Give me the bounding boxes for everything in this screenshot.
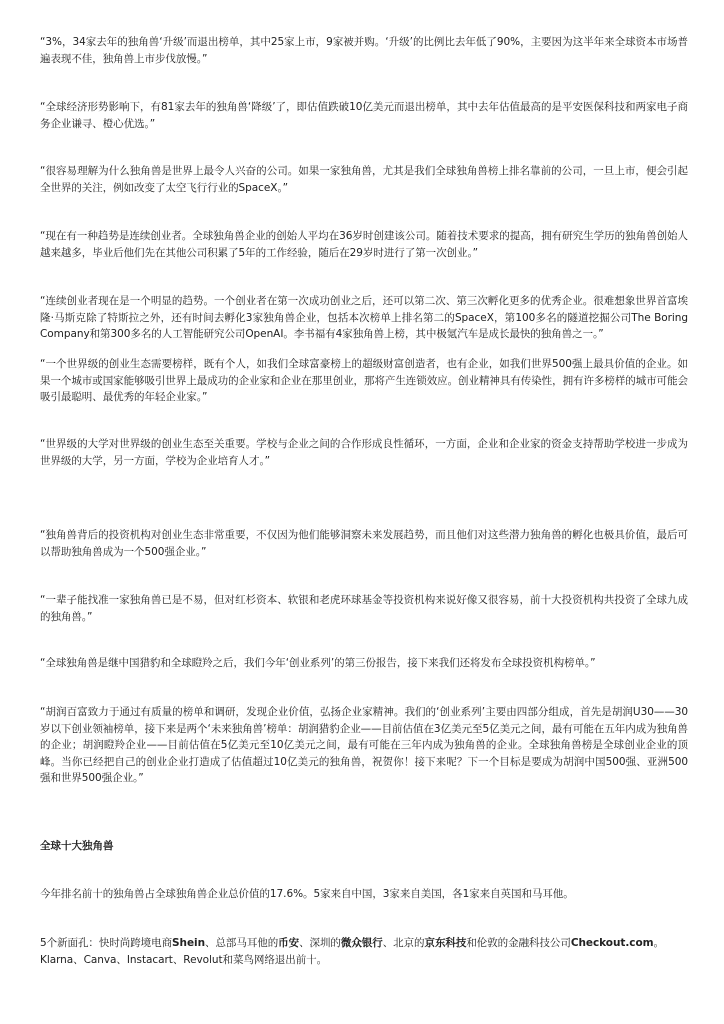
intro-paragraph: 今年排名前十的独角兽占全球独角兽企业总价值的17.6%。5家来自中国，3家来自美国，各1家来自英国和马耳他。 (40, 888, 574, 900)
quote-paragraph-11: “胡润百富致力于通过有质量的榜单和调研，发现企业价值，弘扬企业家精神。我们的‘创业系列’主要由四部分组成，首先是胡润U30——30岁以下创业领袖榜单，接下来是两个‘未来独角兽’榜单：胡润猎豹企业——目前估值在3亿美元至5亿美元之间，最有可能在五年内成为独角兽的企业；胡润瞪羚企业——目前估值在5亿美元至10亿美元之间，最有可能在三年内成为独角兽的企业。全球独角兽榜是全球创业企业的顶峰。当你已经把自己的创业企业打造成了估值超过10亿美元的独角兽，祝贺你！接下来呢？下一个目标是要成为胡润中国500强、亚洲500强和世界500强企业。” (40, 706, 688, 784)
separator-1: 、总部马耳他的 (205, 937, 279, 949)
quote-paragraph-8: “独角兽背后的投资机构对创业生态非常重要，不仅因为他们能够洞察未来发展趋势，而且他们对这些潜力独角兽的孵化也极具价值，最后可以帮助独角兽成为一个500强企业。” (40, 529, 688, 558)
quote-paragraph-3: “很容易理解为什么独角兽是世界上最令人兴奋的公司。如果一家独角兽，尤其是我们全球独角兽榜上排名靠前的公司，一旦上市，便会引起全世界的关注，例如改变了太空飞行行业的SpaceX。” (40, 165, 688, 194)
company-shein: Shein (172, 937, 206, 949)
quote-paragraph-2: “全球经济形势影响下，有81家去年的独角兽‘降级’了，即估值跌破10亿美元而退出榜单，其中去年估值最高的是平安医保科技和两家电子商务企业谦寻、橙心优选。” (40, 101, 688, 130)
quote-paragraph-10: “全球独角兽是继中国猎豹和全球瞪羚之后，我们今年‘创业系列’的第三份报告，接下来我们还将发布全球投资机构榜单。” (40, 657, 596, 669)
company-binance: 币安 (278, 937, 300, 949)
quote-paragraph-1: “3%，34家去年的独角兽‘升级’而退出榜单，其中25家上市，9家被并购。‘升级’的比例比去年低了90%，主要因为这半年来全球资本市场普遍表现不佳，独角兽上市步伐放慢。” (40, 36, 688, 65)
company-checkout: Checkout.com (570, 937, 654, 949)
quote-paragraph-4: “现在有一种趋势是连续创业者。全球独角兽企业的创始人平均在36岁时创建该公司。随着技术要求的提高，拥有研究生学历的独角兽创始人越来越多，毕业后他们先在其他公司积累了5年的工作经验，随后在29岁时进行了第一次创业。” (40, 230, 688, 259)
sentence-end: 。 (653, 937, 664, 949)
new-faces-lead: 5个新面孔：快时尚跨境电商 (40, 937, 173, 949)
separator-2: 、深圳的 (299, 937, 341, 949)
company-webank: 微众银行 (340, 937, 383, 949)
quote-paragraph-6: “一个世界级的创业生态需要榜样，既有个人，如我们全球富豪榜上的超级财富创造者，也有企业，如我们世界500强上最具价值的企业。如果一个城市或国家能够吸引世界上最成功的企业家和企业在那里创业，那将产生连锁效应。创业精神具有传染性，拥有许多榜样的城市可能会吸引最聪明、最优秀的年轻企业家。” (40, 358, 688, 403)
company-jd-technology: 京东科技 (424, 937, 467, 949)
new-faces-paragraph (40, 935, 688, 968)
separator-3: 、北京的 (382, 937, 425, 949)
separator-4: 和伦敦的金融科技公司 (466, 937, 571, 949)
quote-paragraph-9: “一辈子能找准一家独角兽已是不易，但对红杉资本、软银和老虎环球基金等投资机构来说好像又很容易，前十大投资机构共投资了全球九成的独角兽。” (40, 594, 688, 623)
quote-paragraph-7: “世界级的大学对世界级的创业生态至关重要。学校与企业之间的合作形成良性循环，一方面，企业和企业家的资金支持帮助学校进一步成为世界级的大学，另一方面，学校为企业培育人才。” (40, 438, 688, 467)
exits-sentence: Klarna、Canva、Instacart、Revolut和菜鸟网络退出前十。 (40, 953, 328, 966)
quote-paragraph-5: “连续创业者现在是一个明显的趋势。一个创业者在第一次成功创业之后，还可以第二次、第三次孵化更多的优秀企业。很难想象世界首富埃隆·马斯克除了特斯拉之外，还有时间去孵化3家独角兽企业，包括本次榜单上排名第二的SpaceX，第100多名的隧道挖掘公司The Boring Company和第300多名的人工智能研究公司OpenAI。李书福有4家独角兽上榜，其中极氪汽车是成长最快的独角兽之一。” (40, 295, 688, 340)
section-heading: 全球十大独角兽 (40, 840, 114, 852)
